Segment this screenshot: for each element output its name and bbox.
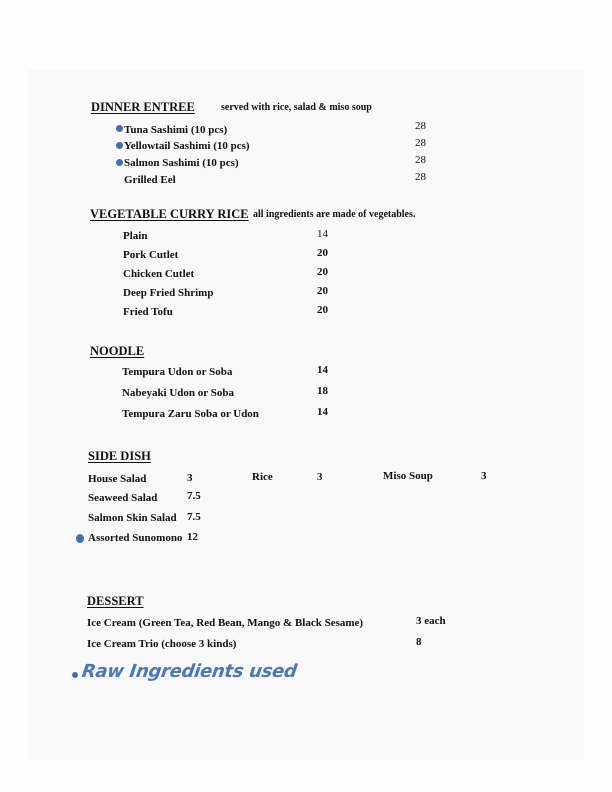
menu-item-price: 14: [317, 406, 328, 418]
menu-item-price: 20: [317, 304, 328, 316]
menu-item-name: Seaweed Salad: [88, 492, 158, 504]
menu-item-name: House Salad: [88, 473, 147, 485]
menu-item-price: 28: [415, 120, 426, 132]
menu-item-name: Tempura Zaru Soba or Udon: [122, 408, 259, 420]
raw-ingredient-marker-icon: [116, 159, 123, 166]
menu-item-name: Ice Cream (Green Tea, Red Bean, Mango & Black Sesame): [87, 617, 364, 629]
menu-item-price: 3: [317, 471, 323, 483]
menu-item-name: Ice Cream Trio (choose 3 kinds): [87, 638, 237, 650]
menu-item-name: Tuna Sashimi (10 pcs): [124, 124, 228, 136]
menu-item-name: Salmon Sashimi (10 pcs): [124, 157, 239, 169]
menu-item-price: 20: [317, 247, 328, 259]
menu-item-name: Grilled Eel: [124, 174, 176, 186]
noodle-heading: NOODLE: [90, 344, 145, 358]
side-dish-heading: SIDE DISH: [88, 449, 151, 463]
menu-item-name: Miso Soup: [383, 470, 433, 482]
menu-item-price: 3 each: [416, 615, 446, 627]
menu-item-name: Deep Fried Shrimp: [123, 287, 214, 299]
menu-item-price: 28: [415, 137, 426, 149]
menu-item-name: Yellowtail Sashimi (10 pcs): [124, 140, 250, 152]
menu-item-name: Fried Tofu: [123, 306, 173, 318]
raw-ingredient-marker-icon: [76, 534, 84, 543]
menu-page: [28, 70, 584, 760]
menu-item-name: Rice: [252, 471, 273, 483]
menu-item-price: 14: [317, 364, 328, 376]
menu-item-name: Assorted Sunomono: [88, 532, 183, 544]
menu-item-price: 20: [317, 285, 328, 297]
menu-item-price: 20: [317, 266, 328, 278]
handwritten-legend-note: Raw Ingredients used: [80, 661, 299, 682]
menu-item-name: Nabeyaki Udon or Soba: [122, 387, 234, 399]
menu-item-name: Plain: [123, 230, 148, 242]
menu-item-price: 18: [317, 385, 328, 397]
menu-item-price: 14: [317, 228, 328, 240]
vegetable-curry-heading: VEGETABLE CURRY RICE: [90, 207, 249, 221]
menu-item-price: 28: [415, 154, 426, 166]
legend-marker-icon: [72, 672, 78, 678]
raw-ingredient-marker-icon: [116, 125, 123, 132]
menu-item-price: 3: [481, 470, 487, 482]
menu-item-name: Tempura Udon or Soba: [122, 366, 233, 378]
dessert-heading: DESSERT: [87, 594, 144, 608]
menu-item-price: 12: [187, 531, 198, 543]
menu-item-name: Salmon Skin Salad: [88, 512, 177, 524]
vegetable-curry-note: all ingredients are made of vegetables.: [253, 209, 416, 220]
menu-item-name: Pork Cutlet: [123, 249, 179, 261]
menu-item-price: 7.5: [187, 511, 201, 523]
menu-item-price: 7.5: [187, 490, 201, 502]
menu-item-price: 8: [416, 636, 422, 648]
menu-item-price: 28: [415, 171, 426, 183]
menu-item-name: Chicken Cutlet: [123, 268, 195, 280]
raw-ingredient-marker-icon: [116, 142, 123, 149]
dinner-entree-heading: DINNER ENTREE: [91, 100, 195, 114]
menu-item-price: 3: [187, 472, 193, 484]
dinner-entree-note: served with rice, salad & miso soup: [221, 102, 372, 113]
